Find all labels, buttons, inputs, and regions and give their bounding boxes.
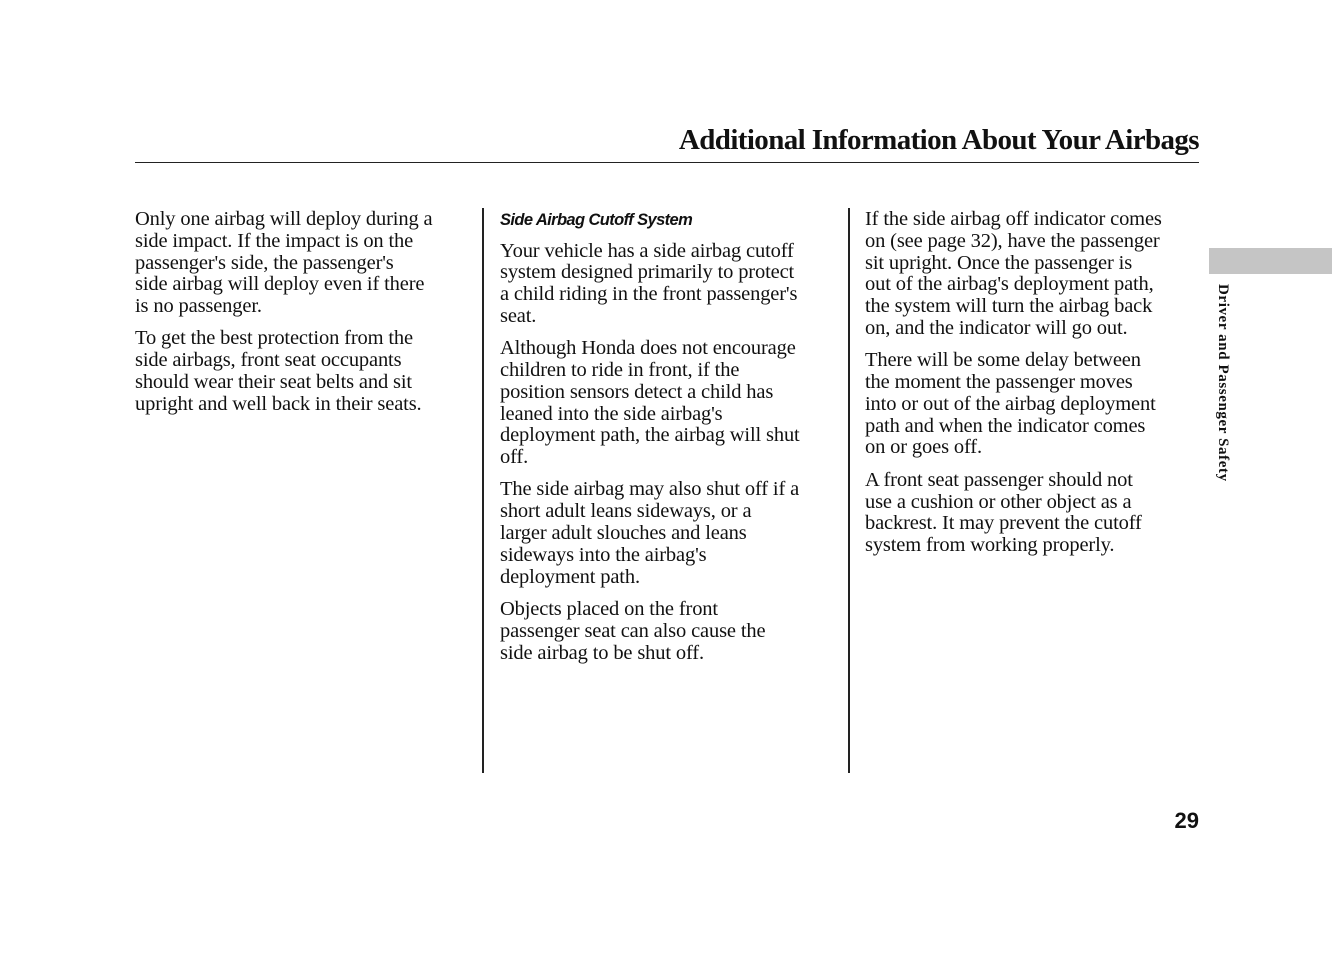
column-2: [500, 209, 838, 675]
paragraph: Objects placed on the front passenger seat can also cause the side airbag to be shut off.: [500, 597, 766, 664]
page-title: Additional Information About Your Airbags: [678, 124, 1199, 156]
column-1: [135, 209, 470, 426]
section-subheading: Side Airbag Cutoff System: [500, 211, 693, 229]
column-divider: [482, 208, 484, 773]
section-tab-label: Driver and Passenger Safety: [1215, 284, 1231, 482]
paragraph: If the side airbag off indicator comes on (see page 32), have the passenger sit upright. Once the passenger is out of the airbag's deployment path, the system will turn the airbag back on, and the indicator will go out.: [865, 208, 1162, 339]
section-tab: [1209, 248, 1332, 274]
paragraph: To get the best protection from the side airbags, front seat occupants should wear their seat belts and sit upright and well back in their seats.: [135, 327, 422, 415]
header-rule: [135, 162, 1199, 163]
paragraph: The side airbag may also shut off if a short adult leans sideways, or a larger adult slouches and leans sideways into the airbag's deployment path.: [500, 478, 800, 588]
paragraph: A front seat passenger should not use a cushion or other object as a backrest. It may prevent the cutoff system from working properly.: [865, 468, 1142, 557]
paragraph: Although Honda does not encourage children to ride in front, if the position sensors detect a child has leaned into the side airbag's deployment path, the airbag will shut off.: [500, 337, 800, 469]
paragraph: Only one airbag will deploy during a side impact. If the impact is on the passenger's side, the passenger's side airbag will deploy even if there is no passenger.: [135, 208, 433, 318]
paragraph: Your vehicle has a side airbag cutoff system designed primarily to protect a child riding in the front passenger's seat.: [500, 239, 798, 327]
page-number: 29: [1174, 808, 1199, 833]
column-divider: [848, 208, 850, 773]
paragraph: There will be some delay between the moment the passenger moves into or out of the airbag deployment path and when the indicator comes on or goes off.: [865, 349, 1156, 459]
column-3: [865, 209, 1203, 567]
